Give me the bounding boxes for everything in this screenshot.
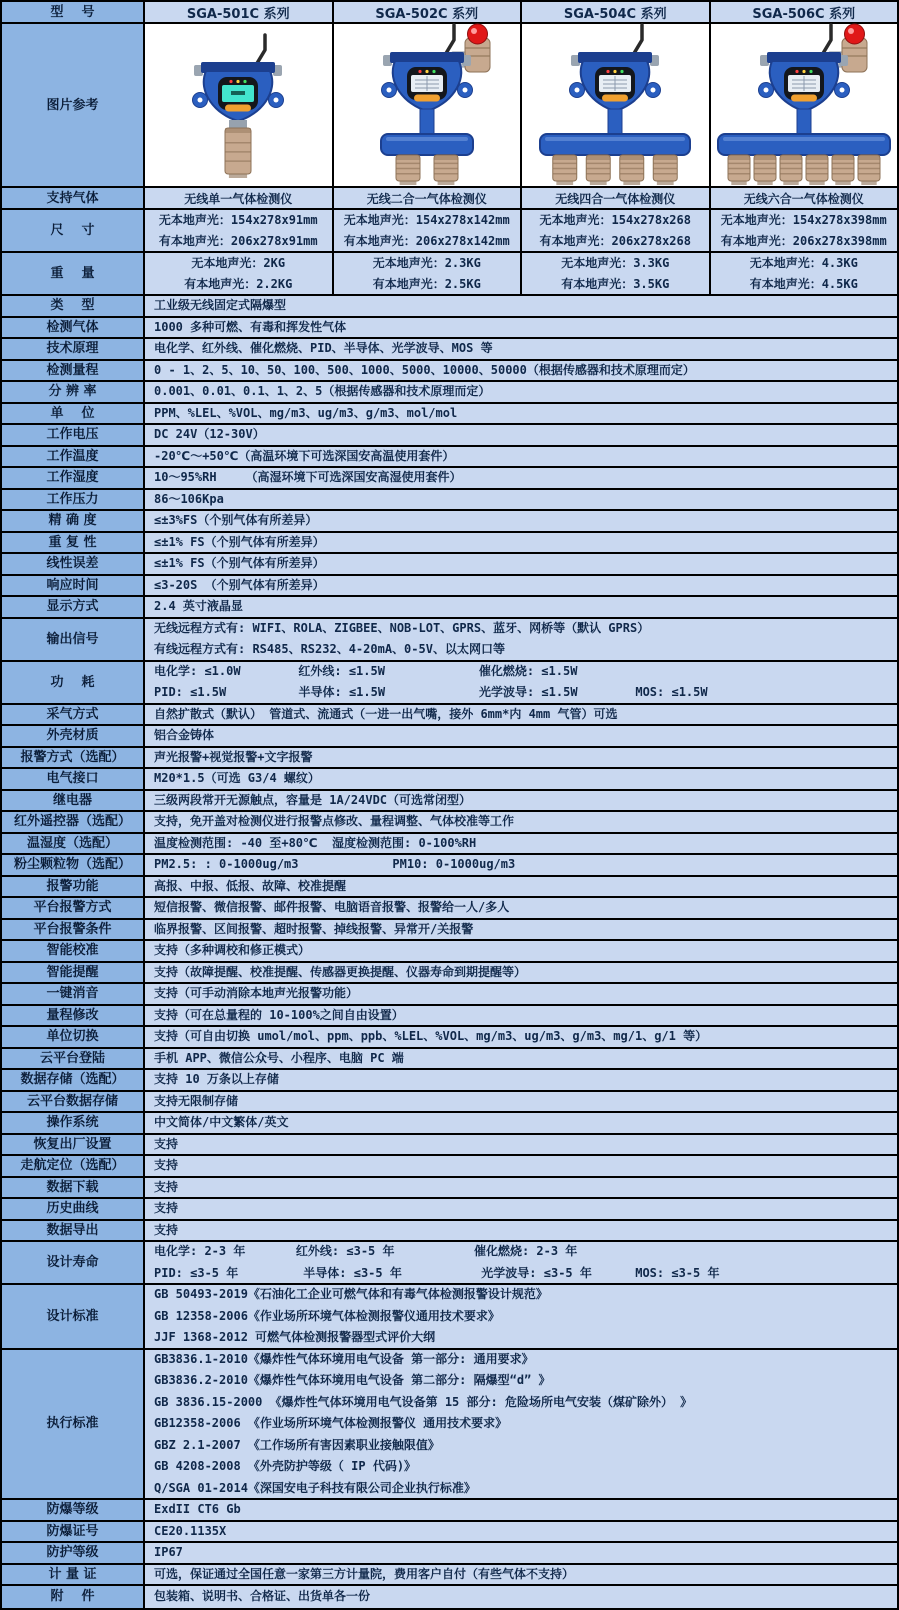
spec-value-21 xyxy=(145,791,897,811)
row-label: 外壳材质 xyxy=(2,726,145,746)
spec-value-line: PM2.5: : 0-1000ug/m3 PM10: 0-1000ug/m3 xyxy=(154,857,516,871)
row-label: 尺 寸 xyxy=(2,210,145,251)
size-row-line: 无本地声光：154x278x268 xyxy=(539,213,691,228)
spec-value-34 xyxy=(145,1070,897,1090)
row-label: 智能校准 xyxy=(2,941,145,961)
spec-value-31 xyxy=(145,1006,897,1026)
row-label: 云平台数据存储 xyxy=(2,1092,145,1112)
spec-value-line: PPM、%LEL、%VOL、mg/m3、ug/m3、g/m3、mol/mol xyxy=(154,405,458,420)
spec-value-41 xyxy=(145,1221,897,1241)
row-label: 设计标准 xyxy=(2,1285,145,1348)
spec-row-43 xyxy=(2,1285,897,1350)
spec-value-14 xyxy=(145,597,897,617)
spec-row-13 xyxy=(2,576,897,598)
row-label: 一键消音 xyxy=(2,984,145,1004)
spec-value-12 xyxy=(145,554,897,574)
spec-row-31 xyxy=(2,1006,897,1028)
row-label: 功 耗 xyxy=(2,662,145,703)
size-row-line: 有本地声光：206x278x142mm xyxy=(343,233,510,248)
size-row-cells xyxy=(145,210,897,251)
model-header-2: SGA-504C 系列 xyxy=(522,2,711,22)
spec-value-line: GB 3836.15-2000 《爆炸性气体环境用电气设备第 15 部分: 危险场所电气安装（煤矿除外） 》 xyxy=(154,1394,693,1409)
spec-value-38 xyxy=(145,1156,897,1176)
spec-value-11 xyxy=(145,533,897,553)
size-row-value-2 xyxy=(522,210,711,251)
model-header-cells xyxy=(145,2,897,22)
spec-value-line: GB3836.1-2010《爆炸性气体环境用电气设备 第一部分: 通用要求》 xyxy=(154,1351,534,1366)
weight-row-line: 无本地声光：3.3KG xyxy=(561,256,670,271)
spec-value-19 xyxy=(145,748,897,768)
spec-row-38 xyxy=(2,1156,897,1178)
spec-row-8 xyxy=(2,468,897,490)
spec-value-line: 三级两段常开无源触点，容量是 1A/24VDC（可选常闭型） xyxy=(154,792,472,807)
weight-row-line: 有本地声光：3.5KG xyxy=(561,276,670,291)
spec-value-line: 支持 10 万条以上存储 xyxy=(154,1072,279,1086)
size-row-value-3 xyxy=(711,210,898,251)
spec-value-line: 包装箱、说明书、合格证、出货单各一份 xyxy=(154,1589,371,1603)
row-label: 重 量 xyxy=(2,253,145,294)
row-label: 工作压力 xyxy=(2,490,145,510)
row-label: 图片参考 xyxy=(2,24,145,186)
weight-row-line: 无本地声光：4.3KG xyxy=(749,256,858,271)
spec-value-16 xyxy=(145,662,897,703)
spec-value-20 xyxy=(145,769,897,789)
spec-value-line: PID: ≤3-5 年 半导体: ≤3-5 年 光学波导: ≤3-5 年 MOS: ≤3-5 年 xyxy=(154,1265,720,1280)
spec-row-18 xyxy=(2,726,897,748)
spec-row-36 xyxy=(2,1113,897,1135)
spec-value-1 xyxy=(145,318,897,338)
support-gas-row xyxy=(2,188,897,210)
support-value-2: 无线四合一气体检测仪 xyxy=(522,188,711,208)
spec-value-9 xyxy=(145,490,897,510)
spec-row-37 xyxy=(2,1135,897,1157)
spec-row-28 xyxy=(2,941,897,963)
spec-value-43 xyxy=(145,1285,897,1348)
spec-row-9 xyxy=(2,490,897,512)
spec-row-2 xyxy=(2,339,897,361)
row-label: 继电器 xyxy=(2,791,145,811)
spec-value-line: 临界报警、区间报警、超时报警、掉线报警、异常开/关报警 xyxy=(154,921,474,936)
spec-value-33 xyxy=(145,1049,897,1069)
row-label: 平台报警条件 xyxy=(2,920,145,940)
spec-row-26 xyxy=(2,898,897,920)
row-label: 精 确 度 xyxy=(2,511,145,531)
spec-row-47 xyxy=(2,1543,897,1565)
image-row xyxy=(2,24,897,188)
spec-value-line: GBZ 2.1-2007 《工作场所有害因素职业接触限值》 xyxy=(154,1437,440,1452)
spec-value-13 xyxy=(145,576,897,596)
weight-row-line: 有本地声光：2.5KG xyxy=(372,276,481,291)
spec-value-42 xyxy=(145,1242,897,1283)
row-label: 恢复出厂设置 xyxy=(2,1135,145,1155)
spec-value-line: 电化学: 2-3 年 红外线: ≤3-5 年 催化燃烧: 2-3 年 xyxy=(154,1244,578,1258)
spec-value-35 xyxy=(145,1092,897,1112)
row-label: 云平台登陆 xyxy=(2,1049,145,1069)
spec-value-2 xyxy=(145,339,897,359)
row-label: 计 量 证 xyxy=(2,1565,145,1585)
spec-value-line: GB 12358-2006《作业场所环境气体检测报警仪通用技术要求》 xyxy=(154,1308,500,1323)
row-label: 响应时间 xyxy=(2,576,145,596)
row-label: 防爆等级 xyxy=(2,1500,145,1520)
weight-row xyxy=(2,253,897,296)
row-label: 单位切换 xyxy=(2,1027,145,1047)
row-label: 红外遥控器（选配） xyxy=(2,812,145,832)
spec-value-line: 支持（故障提醒、校准提醒、传感器更换提醒、仪器寿命到期提醒等） xyxy=(154,964,527,979)
spec-value-line: CE20.1135X xyxy=(154,1523,227,1538)
spec-value-3 xyxy=(145,361,897,381)
spec-value-line: 86～106Kpa xyxy=(154,491,224,506)
row-label: 数据存储（选配） xyxy=(2,1070,145,1090)
spec-row-22 xyxy=(2,812,897,834)
size-row xyxy=(2,210,897,253)
spec-value-line: 电化学: ≤1.0W 红外线: ≤1.5W 催化燃烧: ≤1.5W xyxy=(154,663,578,678)
row-label: 线性误差 xyxy=(2,554,145,574)
image-cell-sga-502c xyxy=(334,24,523,186)
spec-value-37 xyxy=(145,1135,897,1155)
size-row-value-1 xyxy=(334,210,523,251)
spec-value-line: ≤±3%FS（个别气体有所差异） xyxy=(154,513,318,527)
row-label: 重 复 性 xyxy=(2,533,145,553)
spec-value-40 xyxy=(145,1199,897,1219)
spec-value-line: 声光报警+视觉报警+文字报警 xyxy=(154,749,313,764)
spec-value-48 xyxy=(145,1565,897,1585)
spec-value-line: 自然扩散式（默认） 管道式、流通式（一进一出气嘴，接外 6mm*内 4mm 气管）可选 xyxy=(154,706,618,721)
spec-value-36 xyxy=(145,1113,897,1133)
spec-row-4 xyxy=(2,382,897,404)
spec-value-line: 短信报警、微信报警、邮件报警、电脑语音报警、报警给一人/多人 xyxy=(154,900,510,914)
spec-value-line: 支持（可手动消除本地声光报警功能） xyxy=(154,986,359,1000)
support-value-3: 无线六合一气体检测仪 xyxy=(711,188,898,208)
spec-value-44 xyxy=(145,1350,897,1499)
spec-row-24 xyxy=(2,855,897,877)
spec-value-line: 支持 xyxy=(154,1201,179,1215)
model-header-1: SGA-502C 系列 xyxy=(334,2,523,22)
spec-value-line: 支持 xyxy=(154,1136,179,1151)
row-label: 单 位 xyxy=(2,404,145,424)
spec-row-35 xyxy=(2,1092,897,1114)
row-label: 设计寿命 xyxy=(2,1242,145,1283)
spec-row-40 xyxy=(2,1199,897,1221)
spec-value-6 xyxy=(145,425,897,445)
spec-value-line: GB 50493-2019《石油化工企业可燃气体和有毒气体检测报警设计规范》 xyxy=(154,1287,548,1301)
weight-row-value-1 xyxy=(334,253,523,294)
spec-row-33 xyxy=(2,1049,897,1071)
spec-row-39 xyxy=(2,1178,897,1200)
spec-row-44 xyxy=(2,1350,897,1501)
spec-value-line: -20℃～+50℃（高温环境下可选深国安高温使用套件） xyxy=(154,448,455,463)
row-label: 执行标准 xyxy=(2,1350,145,1499)
size-row-line: 有本地声光：206x278x268 xyxy=(539,233,691,248)
row-label: 采气方式 xyxy=(2,705,145,725)
spec-value-line: 无线远程方式有: WIFI、ROLA、ZIGBEE、NOB-LOT、GPRS、蓝牙、网桥等（默认 GPRS） xyxy=(154,620,650,635)
spec-row-41 xyxy=(2,1221,897,1243)
size-row-line: 无本地声光：154x278x398mm xyxy=(720,213,887,228)
spec-value-line: 1000 多种可燃、有毒和挥发性气体 xyxy=(154,319,347,334)
row-label: 附 件 xyxy=(2,1586,145,1608)
spec-row-12 xyxy=(2,554,897,576)
spec-value-23 xyxy=(145,834,897,854)
spec-row-17 xyxy=(2,705,897,727)
size-row-value-0 xyxy=(145,210,334,251)
spec-row-11 xyxy=(2,533,897,555)
spec-value-line: ≤±1% FS（个别气体有所差异） xyxy=(154,556,325,570)
spec-value-15 xyxy=(145,619,897,660)
spec-row-30 xyxy=(2,984,897,1006)
support-value-1: 无线二合一气体检测仪 xyxy=(334,188,523,208)
row-label: 分 辨 率 xyxy=(2,382,145,402)
spec-row-0 xyxy=(2,296,897,318)
spec-value-45 xyxy=(145,1500,897,1520)
spec-value-26 xyxy=(145,898,897,918)
row-label: 防爆证号 xyxy=(2,1522,145,1542)
row-label: 工作湿度 xyxy=(2,468,145,488)
spec-value-line: 10～95%RH （高湿环境下可选深国安高湿使用套件） xyxy=(154,470,462,484)
spec-value-line: GB 4208-2008 《外壳防护等级（ IP 代码)》 xyxy=(154,1459,417,1473)
spec-value-line: ExdII CT6 Gb xyxy=(154,1502,241,1516)
row-label: 显示方式 xyxy=(2,597,145,617)
spec-value-line: 铝合金铸体 xyxy=(154,728,215,742)
weight-row-cells xyxy=(145,253,897,294)
spec-row-15 xyxy=(2,619,897,662)
row-label: 温湿度（选配） xyxy=(2,834,145,854)
spec-row-34 xyxy=(2,1070,897,1092)
spec-value-line: ≤±1% FS（个别气体有所差异） xyxy=(154,534,325,549)
row-label: 数据下载 xyxy=(2,1178,145,1198)
spec-row-27 xyxy=(2,920,897,942)
gas-detector-image-sga-501c xyxy=(145,22,331,189)
spec-value-line: DC 24V（12-30V） xyxy=(154,427,265,441)
row-label: 报警方式（选配） xyxy=(2,748,145,768)
model-header-3: SGA-506C 系列 xyxy=(711,2,898,22)
spec-value-22 xyxy=(145,812,897,832)
spec-value-25 xyxy=(145,877,897,897)
row-label: 检测气体 xyxy=(2,318,145,338)
spec-value-17 xyxy=(145,705,897,725)
spec-value-8 xyxy=(145,468,897,488)
spec-value-line: JJF 1368-2012 可燃气体检测报警器型式评价大纲 xyxy=(154,1330,436,1344)
spec-row-6 xyxy=(2,425,897,447)
spec-row-3 xyxy=(2,361,897,383)
spec-row-49 xyxy=(2,1586,897,1608)
spec-row-45 xyxy=(2,1500,897,1522)
image-cell-sga-506c xyxy=(711,24,898,186)
spec-value-10 xyxy=(145,511,897,531)
spec-value-47 xyxy=(145,1543,897,1563)
spec-row-19 xyxy=(2,748,897,770)
spec-value-line: 手机 APP、微信公众号、小程序、电脑 PC 端 xyxy=(154,1050,404,1065)
spec-value-line: 工业级无线固定式隔爆型 xyxy=(154,298,287,312)
spec-value-46 xyxy=(145,1522,897,1542)
row-label: 智能提醒 xyxy=(2,963,145,983)
spec-value-27 xyxy=(145,920,897,940)
row-label: 数据导出 xyxy=(2,1221,145,1241)
spec-value-line: 0.001、0.01、0.1、1、2、5（根据传感器和技术原理而定） xyxy=(154,384,491,398)
row-label: 输出信号 xyxy=(2,619,145,660)
weight-row-value-2 xyxy=(522,253,711,294)
spec-value-line: 温度检测范围: -40 至+80℃ 湿度检测范围: 0-100%RH xyxy=(154,835,477,850)
size-row-line: 有本地声光：206x278x398mm xyxy=(720,233,887,248)
spec-value-18 xyxy=(145,726,897,746)
spec-value-24 xyxy=(145,855,897,875)
spec-value-line: 0 - 1、2、5、10、50、100、500、1000、5000、10000、50000（根据传感器和技术原理而定） xyxy=(154,362,695,377)
spec-value-28 xyxy=(145,941,897,961)
row-label: 工作温度 xyxy=(2,447,145,467)
spec-row-23 xyxy=(2,834,897,856)
spec-value-line: 可选，保证通过全国任意一家第三方计量院，费用客户自付（有些气体不支持） xyxy=(154,1566,575,1581)
spec-value-line: 支持（可在总量程的 10-100%之间自由设置） xyxy=(154,1007,404,1022)
support-value-0: 无线单一气体检测仪 xyxy=(145,188,334,208)
spec-row-10 xyxy=(2,511,897,533)
spec-value-line: 2.4 英寸液晶显 xyxy=(154,599,243,613)
spec-value-29 xyxy=(145,963,897,983)
spec-value-line: 电化学、红外线、催化燃烧、PID、半导体、光学波导、MOS 等 xyxy=(154,341,493,355)
spec-row-48 xyxy=(2,1565,897,1587)
spec-row-16 xyxy=(2,662,897,705)
spec-row-20 xyxy=(2,769,897,791)
spec-row-21 xyxy=(2,791,897,813)
spec-value-49 xyxy=(145,1586,897,1608)
weight-row-line: 无本地声光：2.3KG xyxy=(372,256,481,271)
spec-value-0 xyxy=(145,296,897,316)
row-label: 防护等级 xyxy=(2,1543,145,1563)
row-label: 检测量程 xyxy=(2,361,145,381)
spec-value-line: 高报、中报、低报、故障、校准提醒 xyxy=(154,878,347,893)
spec-value-39 xyxy=(145,1178,897,1198)
row-label: 量程修改 xyxy=(2,1006,145,1026)
spec-value-line: GB3836.2-2010《爆炸性气体环境用电气设备 第二部分: 隔爆型“d” 》 xyxy=(154,1373,551,1387)
gas-detector-image-sga-504c xyxy=(522,22,708,189)
weight-row-line: 有本地声光：2.2KG xyxy=(184,276,293,291)
row-label: 操作系统 xyxy=(2,1113,145,1133)
weight-row-value-0 xyxy=(145,253,334,294)
row-label: 技术原理 xyxy=(2,339,145,359)
spec-row-14 xyxy=(2,597,897,619)
spec-row-5 xyxy=(2,404,897,426)
spec-value-line: 支持 xyxy=(154,1179,179,1194)
spec-value-line: 中文简体/中文繁体/英文 xyxy=(154,1115,289,1129)
spec-row-29 xyxy=(2,963,897,985)
spec-value-line: PID: ≤1.5W 半导体: ≤1.5W 光学波导: ≤1.5W MOS: ≤1.5W xyxy=(154,685,708,699)
weight-row-line: 有本地声光：4.5KG xyxy=(749,276,858,291)
size-row-line: 无本地声光：154x278x142mm xyxy=(343,213,510,228)
spec-value-7 xyxy=(145,447,897,467)
image-cells xyxy=(145,24,897,186)
weight-row-line: 无本地声光：2KG xyxy=(191,256,286,271)
spec-row-32 xyxy=(2,1027,897,1049)
size-row-line: 有本地声光：206x278x91mm xyxy=(158,233,318,248)
row-label: 历史曲线 xyxy=(2,1199,145,1219)
spec-value-line: GB12358-2006 《作业场所环境气体检测报警仪 通用技术要求》 xyxy=(154,1416,508,1430)
spec-value-line: 支持 xyxy=(154,1158,179,1172)
row-label: 支持气体 xyxy=(2,188,145,208)
row-label: 平台报警方式 xyxy=(2,898,145,918)
spec-value-line: Q/SGA 01-2014《深国安电子科技有限公司企业执行标准》 xyxy=(154,1480,476,1495)
spec-value-line: IP67 xyxy=(154,1545,183,1559)
spec-value-30 xyxy=(145,984,897,1004)
row-label: 工作电压 xyxy=(2,425,145,445)
row-label: 粉尘颗粒物（选配） xyxy=(2,855,145,875)
row-label: 报警功能 xyxy=(2,877,145,897)
spec-value-line: 支持，免开盖对检测仪进行报警点修改、量程调整、气体校准等工作 xyxy=(154,814,515,828)
spec-value-line: M20*1.5（可选 G3/4 螺纹） xyxy=(154,771,320,785)
spec-value-5 xyxy=(145,404,897,424)
row-label: 类 型 xyxy=(2,296,145,316)
spec-value-line: 支持（多种调校和修正模式） xyxy=(154,943,311,957)
gas-detector-image-sga-502c xyxy=(334,22,520,189)
row-label: 电气接口 xyxy=(2,769,145,789)
spec-value-line: 有线远程方式有: RS485、RS232、4-20mA、0-5V、以太网口等 xyxy=(154,642,505,656)
image-cell-sga-501c xyxy=(145,24,334,186)
spec-row-7 xyxy=(2,447,897,469)
spec-row-25 xyxy=(2,877,897,899)
size-row-line: 无本地声光：154x278x91mm xyxy=(158,213,318,228)
row-label: 走航定位（选配） xyxy=(2,1156,145,1176)
support-cells xyxy=(145,188,897,208)
spec-row-46 xyxy=(2,1522,897,1544)
spec-row-1 xyxy=(2,318,897,340)
spec-row-42 xyxy=(2,1242,897,1285)
spec-value-line: 支持 xyxy=(154,1222,179,1237)
spec-value-line: ≤3-20S （个别气体有所差异） xyxy=(154,577,325,592)
spec-value-line: 支持（可自由切换 umol/mol、ppm、ppb、%LEL、%VOL、mg/m3、ug/m3、g/m3、mg/1、g/1 等） xyxy=(154,1029,708,1043)
spec-value-4 xyxy=(145,382,897,402)
spec-value-line: 支持无限制存储 xyxy=(154,1093,239,1108)
row-label: 型 号 xyxy=(2,2,145,22)
gas-detector-image-sga-506c xyxy=(711,22,897,189)
spec-value-32 xyxy=(145,1027,897,1047)
weight-row-value-3 xyxy=(711,253,898,294)
image-cell-sga-504c xyxy=(522,24,711,186)
model-header-0: SGA-501C 系列 xyxy=(145,2,334,22)
